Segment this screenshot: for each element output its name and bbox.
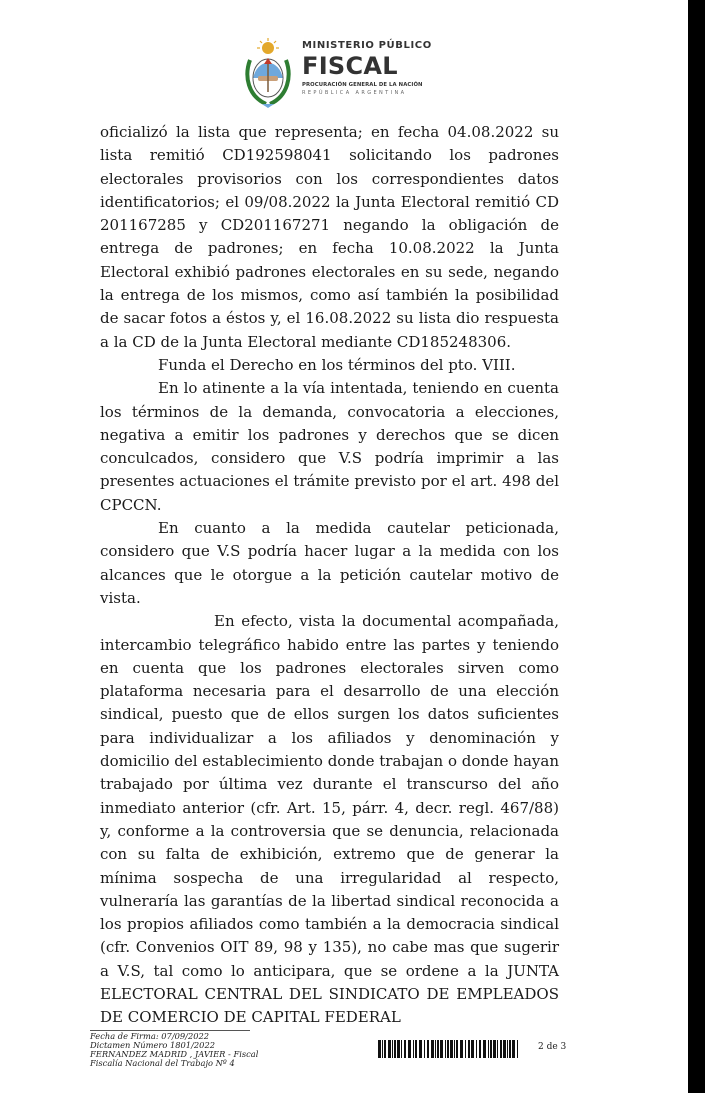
org-line-1: MINISTERIO PÚBLICO — [302, 40, 432, 51]
signer-name: FERNANDEZ MADRID , JAVIER - Fiscal — [90, 1049, 259, 1059]
paragraph-3: En lo atinente a la vía intentada, teniendo en cuenta los términos de la demanda, convocatoria a elecciones, negativa a emitir los padrones y derechos que se dicen conculcados, considero que V.S podría imprimir a las presentes actuaciones el trámite previsto por el art. 498 del CPCCN. — [100, 379, 559, 514]
dictamen-number: Dictamen Número 1801/2022 — [90, 1040, 215, 1050]
scan-edge — [688, 0, 705, 1093]
org-line-2: FISCAL — [302, 52, 398, 80]
org-line-4: REPÚBLICA ARGENTINA — [302, 90, 407, 96]
signer-office: Fiscalía Nacional del Trabajo Nº 4 — [90, 1058, 235, 1068]
paragraph-1: oficializó la lista que representa; en fecha 04.08.2022 su lista remitió CD192598041 solicitando los padrones electorales provisorios con los correspondientes datos identificatorios; el 09/08.2022 la Junta Electoral remitió CD 201167285 y CD201167271 negando la obligación de entrega de padrones; en fecha 10.08.2022 la Junta Electoral exhibió padrones electorales en su sede, negando la entrega de los mismos, como así también la posibilidad de sacar fotos a éstos y, el 16.08.2022 su lista dio respuesta a la CD de la Junta Electoral mediante CD185248306. — [100, 123, 559, 351]
signature-footer — [90, 1030, 590, 1080]
paragraph-5: En efecto, vista la documental acompañada, intercambio telegráfico habido entre las partes y teniendo en cuenta que los padrones electorales sirven como plataforma necesaria para el desarrollo de una elección sindical, puesto que de ellos surgen los datos suficientes para individualizar a los afiliados y denominación y domicilio del establecimiento donde trabajan o donde hayan trabajado por última vez durante el transcurso del año inmediato anterior (cfr. Art. 15, párr. 4, decr. regl. 467/88) y, conforme a la controversia que se denuncia, relacionada con su falta de exhibición, extremo que de generar la mínima sospecha de una irregularidad al respecto, vulneraría las garantías de la libertad sindical reconocida a los propios afiliados como también a la democracia sindical (cfr. Convenios OIT 89, 98 y 135), no cabe mas que sugerir a V.S, tal como lo anticipara, que se ordene a la JUNTA ELECTORAL CENTRAL DEL SINDICATO DE EMPLEADOS DE COMERCIO DE CAPITAL FEDERAL — [100, 612, 559, 1027]
org-line-3: PROCURACIÓN GENERAL DE LA NACIÓN — [302, 82, 423, 88]
signature-date: Fecha de Firma: 07/09/2022 — [90, 1031, 210, 1041]
paragraph-2: Funda el Derecho en los términos del pto. VIII. — [158, 355, 516, 374]
signature-block — [90, 1032, 258, 1068]
letterhead — [240, 34, 430, 114]
page-number: 2 de 3 — [538, 1042, 567, 1052]
coat-of-arms-icon — [244, 38, 292, 108]
barcode-icon — [378, 1040, 520, 1058]
letterhead-text — [302, 40, 442, 96]
document-body — [100, 121, 559, 1030]
paragraph-4: En cuanto a la medida cautelar peticionada, considero que V.S podría hacer lugar a la medida con los alcances que le otorgue a la petición cautelar motivo de vista. — [100, 519, 559, 607]
